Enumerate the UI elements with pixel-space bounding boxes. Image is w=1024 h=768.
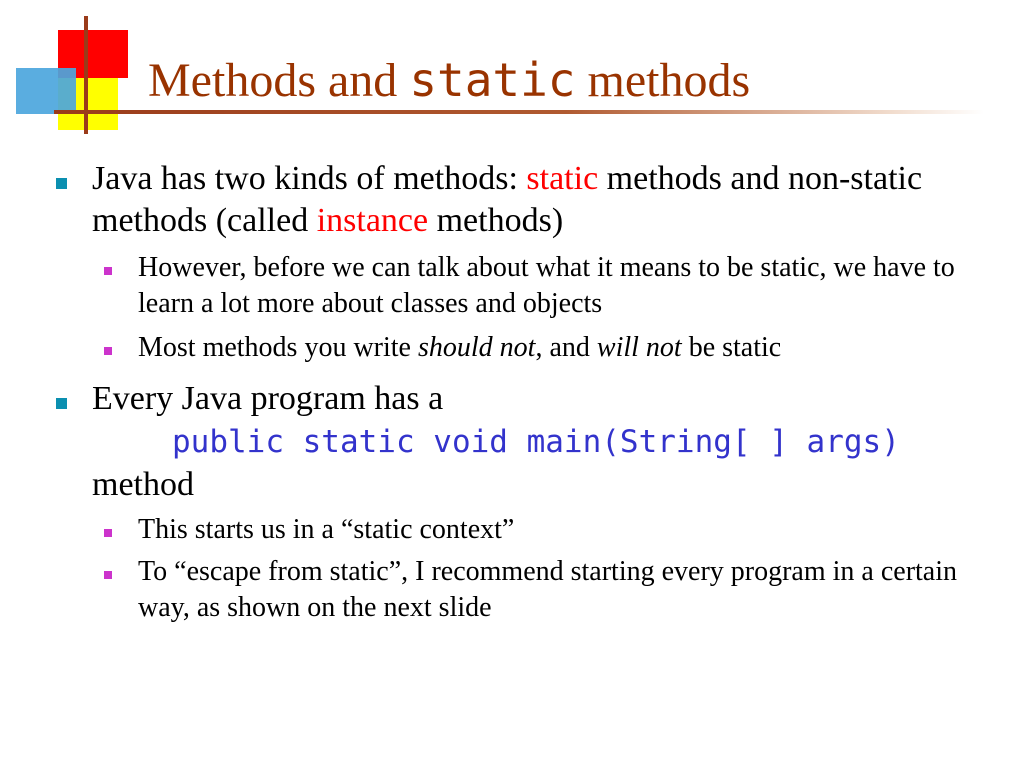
bullet-text: Java has two kinds of methods:	[92, 160, 527, 197]
sub-bullet-text: be static	[681, 332, 782, 363]
bullet-text: method	[92, 466, 194, 503]
title-text-after: methods	[575, 54, 751, 107]
square-bullet-icon	[56, 178, 67, 189]
decorative-vertical-line	[84, 16, 88, 134]
decorative-blue-square	[16, 68, 76, 114]
sub-bullet-text: This starts us in a “static context”	[138, 514, 515, 545]
emphasis-will-not: will not	[596, 332, 682, 363]
sub-bullet-text: To “escape from static”, I recommend starting every program in a certain way, as shown on the next slide	[138, 556, 958, 623]
small-square-bullet-icon	[104, 571, 112, 579]
sub-bullet-not-static	[54, 330, 984, 366]
bullet-list	[54, 158, 984, 626]
sub-bullet-text: , and	[535, 332, 597, 363]
emphasis-should-not: should not	[418, 332, 536, 363]
square-bullet-icon	[56, 398, 67, 409]
sub-bullet-static-context	[54, 512, 984, 548]
bullet-text: Every Java program has a	[92, 380, 444, 417]
small-square-bullet-icon	[104, 529, 112, 537]
sub-bullet-text: Most methods you write	[138, 332, 418, 363]
sub-bullet-learn-classes	[54, 250, 984, 322]
title-text-before: Methods and	[148, 54, 410, 107]
title-code-keyword: static	[409, 53, 576, 107]
bullet-text: methods and non-static methods (called	[92, 160, 923, 239]
keyword-static: static	[526, 160, 599, 197]
bullet-text: methods)	[428, 202, 564, 239]
bullet-main-method	[54, 378, 984, 506]
sub-bullet-escape-static	[54, 554, 984, 626]
slide-title	[148, 50, 750, 111]
small-square-bullet-icon	[104, 267, 112, 275]
small-square-bullet-icon	[104, 347, 112, 355]
sub-bullet-text: However, before we can talk about what it means to be static, we have to learn a lot more about classes and objects	[138, 252, 955, 319]
keyword-instance: instance	[316, 202, 429, 239]
bullet-method-kinds	[54, 158, 984, 242]
main-method-signature: public static void main(String[ ] args)	[172, 424, 900, 460]
